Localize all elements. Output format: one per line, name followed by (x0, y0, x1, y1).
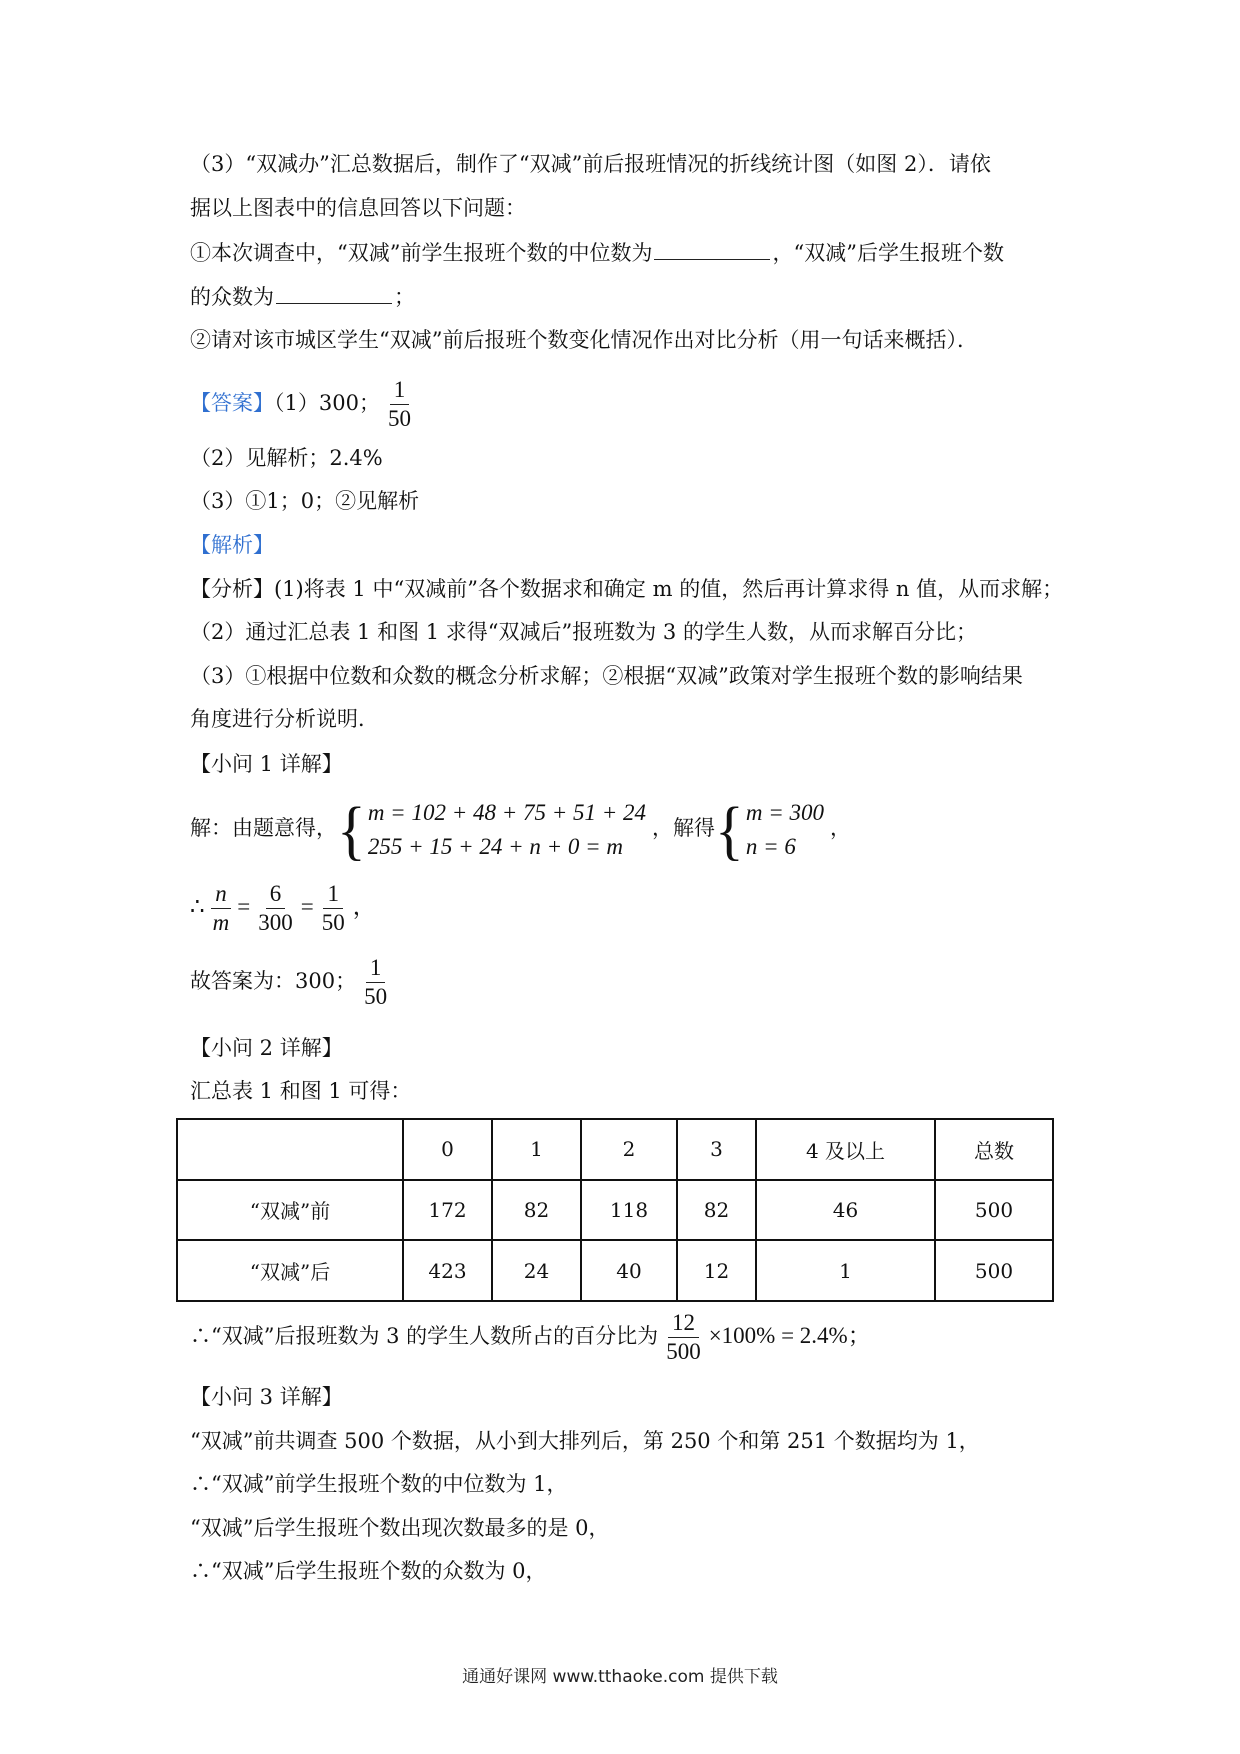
sub3-line-1: “双减”前共调查 500 个数据，从小到大排列后，第 250 个和第 251 个数据均为 1， (190, 1429, 980, 1453)
fraction-numerator: n (211, 880, 231, 909)
q3-intro-line-1: （3）“双减办”汇总数据后，制作了“双减”前后报班情况的折线统计图（如图 2）．请依 (190, 152, 991, 176)
table-row (177, 1240, 1053, 1301)
fraction-numerator: 1 (323, 880, 343, 909)
equals-sign: = (237, 894, 251, 919)
table-header-cell: 3 (677, 1119, 756, 1180)
table-header-cell (177, 1119, 403, 1180)
table-header-cell: 总数 (935, 1119, 1053, 1180)
sub3-line-2: ∴“双减”前学生报班个数的中位数为 1， (190, 1472, 568, 1496)
answer-line-3: （3）①1；0；②见解析 (190, 489, 420, 513)
table-header-cell: 0 (403, 1119, 492, 1180)
conclusion-prefix: ∴“双减”后报班数为 3 的学生人数所占的百分比为 (190, 1324, 659, 1348)
fraction-denominator: 50 (364, 984, 388, 1009)
table-header-row (177, 1119, 1053, 1180)
ratio-fraction-2 (254, 880, 297, 937)
table-cell: 423 (403, 1240, 492, 1301)
ratio-end: ， (352, 894, 376, 919)
table-cell: 82 (677, 1180, 756, 1241)
q3-sub1-text-d: ； (394, 285, 415, 309)
answer-blank-mode (276, 281, 392, 304)
table-cell: 500 (935, 1180, 1053, 1241)
equation-system (368, 796, 646, 864)
conclusion-suffix: ×100% = 2.4%； (708, 1323, 871, 1348)
solution-1: m = 300 (745, 799, 824, 825)
sub1-ratio-line (190, 876, 376, 938)
therefore-symbol: ∴ (190, 894, 205, 919)
sub1-solve-mid: ，解得 (652, 816, 716, 840)
q3-sub1-text-c: 的众数为 (190, 285, 274, 309)
q3-intro-line-2: 据以上图表中的信息回答以下问题： (190, 196, 526, 220)
q3-sub1-line-1 (190, 237, 1004, 267)
table-cell: “双减”后 (177, 1240, 403, 1301)
fraction-denominator: 300 (258, 910, 293, 936)
fraction-numerator: 1 (390, 376, 410, 405)
ratio-fraction (209, 880, 234, 937)
sub3-line-3: “双减”后学生报班个数出现次数最多的是 0， (190, 1516, 610, 1540)
page-footer: 通通好课网 www.tthaoke.com 提供下载 (462, 1667, 778, 1687)
table-cell: 118 (581, 1180, 677, 1241)
sub1-solve-end: ， (829, 816, 851, 840)
q3-sub1-text-b: ，“双减”后学生报班个数 (772, 241, 1004, 265)
table-header-cell: 4 及以上 (756, 1119, 935, 1180)
conclusion-fraction (662, 1309, 705, 1366)
q3-sub1-line-2 (190, 281, 415, 311)
table-header-cell: 2 (581, 1119, 677, 1180)
answer-tag: 【答案】 (190, 391, 274, 415)
fraction-denominator: 50 (321, 910, 345, 936)
sub1-system-line (190, 790, 851, 866)
equation-1: m = 102 + 48 + 75 + 51 + 24 (367, 799, 647, 825)
answer-1-text: （1）300； (274, 391, 380, 415)
fraction-numerator: 1 (366, 954, 386, 983)
answer-line-1 (190, 375, 419, 431)
sub1-final-prefix: 故答案为：300； (190, 969, 357, 993)
table-cell: “双减”前 (177, 1180, 403, 1241)
sub1-solve-prefix: 解：由题意得， (190, 816, 337, 840)
analysis-line-1: 【分析】(1)将表 1 中“双减前”各个数据求和确定 m 的值，然后再计算求得 n 值，从而求解； (190, 577, 1064, 601)
analysis-line-2: （2）通过汇总表 1 和图 1 求得“双减后”报班数为 3 的学生人数，从而求解百分比； (190, 620, 977, 644)
analysis-line-4: 角度进行分析说明． (190, 707, 379, 731)
analysis-tag: 【解析】 (190, 533, 274, 557)
table-row (177, 1180, 1053, 1241)
equation-2: 255 + 15 + 24 + n + 0 = m (367, 833, 624, 859)
table-cell: 82 (492, 1180, 581, 1241)
table-cell: 40 (581, 1240, 677, 1301)
answer-line-2: （2）见解析；2.4% (190, 446, 383, 470)
sub1-final-line (190, 950, 395, 1012)
sub3-heading: 【小问 3 详解】 (190, 1385, 343, 1409)
q3-sub2-line: ②请对该市城区学生“双减”前后报班个数变化情况作出对比分析（用一句话来概括）． (190, 328, 978, 352)
summary-table (176, 1118, 1054, 1302)
table-cell: 12 (677, 1240, 756, 1301)
table-cell: 1 (756, 1240, 935, 1301)
equals-sign: = (300, 894, 314, 919)
answer-1-fraction (384, 376, 415, 433)
table-header-cell: 1 (492, 1119, 581, 1180)
solution-2: n = 6 (745, 833, 796, 859)
fraction-denominator: 50 (387, 406, 411, 431)
answer-blank-median (654, 237, 770, 260)
final-fraction (360, 954, 391, 1011)
table-cell: 172 (403, 1180, 492, 1241)
sub1-heading: 【小问 1 详解】 (190, 752, 343, 776)
sub2-conclusion-line (190, 1305, 871, 1367)
solution-system (746, 796, 824, 864)
table-cell: 24 (492, 1240, 581, 1301)
sub2-heading: 【小问 2 详解】 (190, 1036, 343, 1060)
left-brace-icon: { (715, 793, 744, 866)
left-brace-icon: { (337, 793, 366, 866)
sub2-intro: 汇总表 1 和图 1 可得： (190, 1079, 412, 1103)
q3-sub1-text-a: ①本次调查中，“双减”前学生报班个数的中位数为 (190, 241, 653, 265)
fraction-denominator: m (212, 910, 230, 936)
table-cell: 46 (756, 1180, 935, 1241)
table-cell: 500 (935, 1240, 1053, 1301)
sub3-line-4: ∴“双减”后学生报班个数的众数为 0， (190, 1559, 547, 1583)
analysis-line-3: （3）①根据中位数和众数的概念分析求解；②根据“双减”政策对学生报班个数的影响结果 (190, 664, 1023, 688)
fraction-numerator: 12 (668, 1309, 699, 1338)
fraction-denominator: 500 (666, 1339, 701, 1364)
fraction-numerator: 6 (266, 880, 286, 909)
ratio-fraction-3 (318, 880, 349, 937)
